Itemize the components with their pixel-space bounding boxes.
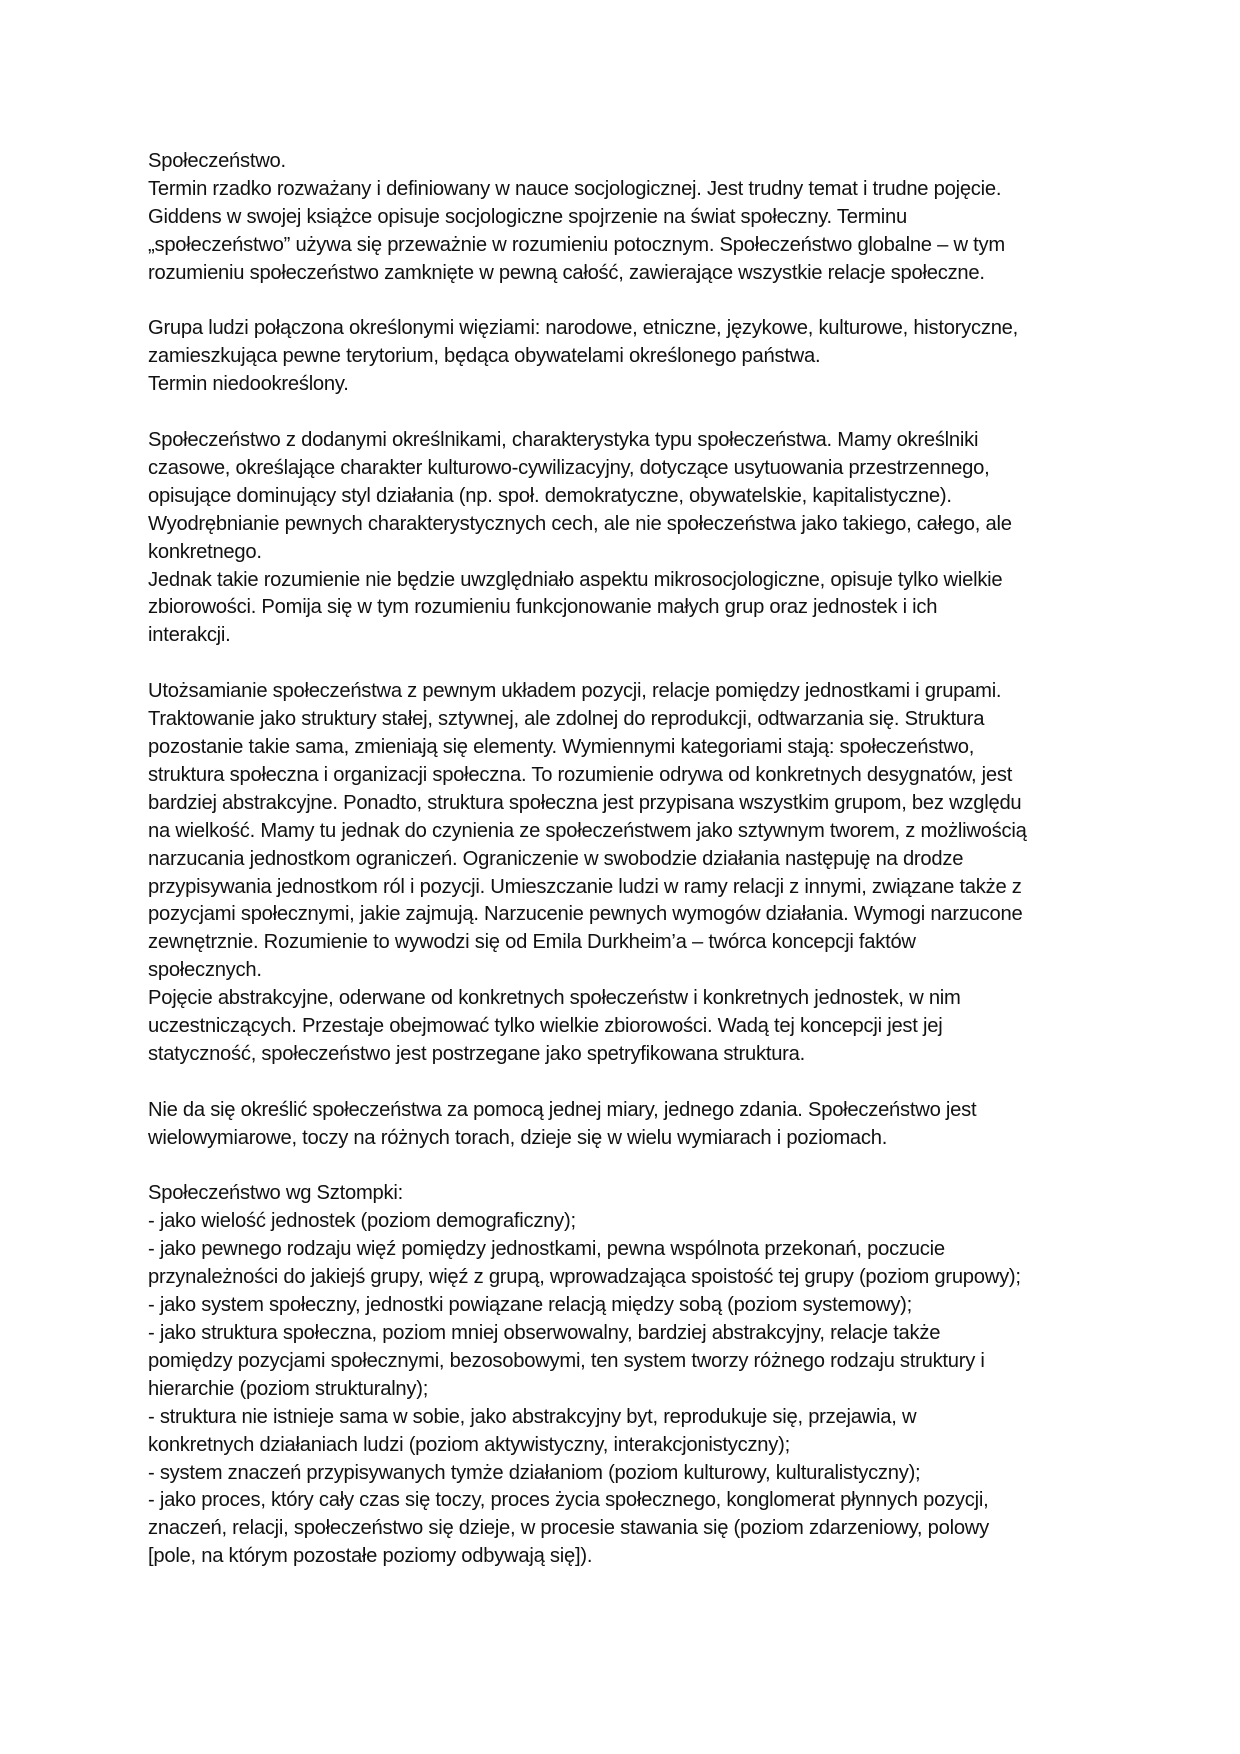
text-line: rozumieniu społeczeństwo zamknięte w pewną całość, zawierające wszystkie relacje społeczne. bbox=[148, 261, 985, 284]
text-line: „społeczeństwo” używa się przeważnie w rozumieniu potocznym. Społeczeństwo globalne – w tym bbox=[148, 233, 1005, 256]
text-line: Wyodrębnianie pewnych charakterystycznych cech, ale nie społeczeństwa jako takiego, całego, ale bbox=[148, 512, 1012, 535]
text-line: Utożsamianie społeczeństwa z pewnym układem pozycji, relacje pomiędzy jednostkami i grupami. bbox=[148, 680, 1002, 703]
text-line: - system znaczeń przypisywanych tymże działaniom (poziom kulturowy, kulturalistyczny); bbox=[148, 1461, 921, 1484]
paragraph bbox=[148, 315, 1098, 399]
text-line: pozostanie takie sama, zmieniają się elementy. Wymiennymi kategoriami stają: społeczeństwo, bbox=[148, 735, 975, 758]
text-line: czasowe, określające charakter kulturowo-cywilizacyjny, dotyczące usytuowania przestrzennego, bbox=[148, 456, 990, 479]
document-body bbox=[148, 148, 1098, 1571]
text-line: zewnętrznie. Rozumienie to wywodzi się od Emila Durkheim’a – twórca koncepcji faktów bbox=[148, 931, 916, 954]
text-line: - jako pewnego rodzaju więź pomiędzy jednostkami, pewna wspólnota przekonań, poczucie bbox=[148, 1238, 945, 1261]
text-line: Traktowanie jako struktury stałej, sztywnej, ale zdolnej do reprodukcji, odtwarzania się. Struktura bbox=[148, 708, 985, 731]
text-line: Społeczeństwo z dodanymi określnikami, charakterystyka typu społeczeństwa. Mamy określniki bbox=[148, 429, 979, 452]
text-line: na wielkość. Mamy tu jednak do czynienia ze społeczeństwem jako sztywnym tworem, z możliwością bbox=[148, 819, 1027, 842]
text-line: Giddens w swojej książce opisuje socjologiczne spojrzenie na świat społeczny. Terminu bbox=[148, 205, 907, 228]
text-line: Termin rzadko rozważany i definiowany w nauce socjologicznej. Jest trudny temat i trudne pojęcie. bbox=[148, 177, 1002, 200]
text-line: Społeczeństwo wg Sztompki: bbox=[148, 1182, 403, 1205]
paragraph bbox=[148, 1097, 1098, 1153]
text-line: wielowymiarowe, toczy na różnych torach, dzieje się w wielu wymiarach i poziomach. bbox=[148, 1126, 888, 1149]
text-line: zbiorowości. Pomija się w tym rozumieniu funkcjonowanie małych grup oraz jednostek i ich bbox=[148, 596, 938, 619]
text-line: - jako wielość jednostek (poziom demograficzny); bbox=[148, 1210, 576, 1233]
paragraph bbox=[148, 148, 1098, 288]
paragraph bbox=[148, 1180, 1098, 1571]
text-line: - jako system społeczny, jednostki powiązane relacją między sobą (poziom systemowy); bbox=[148, 1294, 913, 1317]
text-line: przypisywania jednostkom ról i pozycji. Umieszczanie ludzi w ramy relacji z innymi, związane także z bbox=[148, 875, 1022, 898]
text-line: statyczność, społeczeństwo jest postrzegane jako spetryfikowana struktura. bbox=[148, 1042, 805, 1065]
text-line: bardziej abstrakcyjne. Ponadto, struktura społeczna jest przypisana wszystkim grupom, bez względu bbox=[148, 791, 1022, 814]
text-line: Pojęcie abstrakcyjne, oderwane od konkretnych społeczeństw i konkretnych jednostek, w nim bbox=[148, 987, 961, 1010]
text-line: narzucania jednostkom ograniczeń. Ograniczenie w swobodzie działania następuję na drodze bbox=[148, 847, 964, 870]
text-line: interakcji. bbox=[148, 624, 231, 647]
text-line: znaczeń, relacji, społeczeństwo się dzieje, w procesie stawania się (poziom zdarzeniowy, polowy bbox=[148, 1517, 989, 1540]
text-line: Grupa ludzi połączona określonymi więziami: narodowe, etniczne, językowe, kulturowe, historyczne, bbox=[148, 317, 1019, 340]
text-line: pomiędzy pozycjami społecznymi, bezosobowymi, ten system tworzy różnego rodzaju struktury i bbox=[148, 1349, 985, 1372]
text-line: Społeczeństwo. bbox=[148, 150, 286, 172]
text-line: uczestniczących. Przestaje obejmować tylko wielkie zbiorowości. Wadą tej koncepcji jest jej bbox=[148, 1015, 943, 1038]
text-line: Termin niedookreślony. bbox=[148, 373, 349, 396]
text-line: Nie da się określić społeczeństwa za pomocą jednej miary, jednego zdania. Społeczeństwo jest bbox=[148, 1098, 977, 1121]
text-line: przynależności do jakiejś grupy, więź z grupą, wprowadzająca spoistość tej grupy (poziom grupowy); bbox=[148, 1266, 1021, 1289]
paragraph bbox=[148, 678, 1098, 1069]
text-line: - jako struktura społeczna, poziom mniej obserwowalny, bardziej abstrakcyjny, relacje także bbox=[148, 1321, 941, 1344]
text-line: konkretnych działaniach ludzi (poziom aktywistyczny, interakcjonistyczny); bbox=[148, 1433, 790, 1456]
text-line: opisujące dominujący styl działania (np. społ. demokratyczne, obywatelskie, kapitalistyczne). bbox=[148, 484, 952, 507]
text-line: hierarchie (poziom strukturalny); bbox=[148, 1377, 429, 1400]
text-line: struktura społeczna i organizacji społeczna. To rozumienie odrywa od konkretnych desygnatów, jest bbox=[148, 763, 1013, 786]
text-line: pozycjami społecznymi, jakie zajmują. Narzucenie pewnych wymogów działania. Wymogi narzucone bbox=[148, 903, 1023, 926]
text-line: Jednak takie rozumienie nie będzie uwzględniało aspektu mikrosocjologiczne, opisuje tylko wielkie bbox=[148, 568, 1003, 591]
text-line: [pole, na którym pozostałe poziomy odbywają się]). bbox=[148, 1545, 593, 1568]
text-line: społecznych. bbox=[148, 959, 262, 982]
text-line: konkretnego. bbox=[148, 540, 262, 563]
text-line: - jako proces, który cały czas się toczy, proces życia społecznego, konglomerat płynnych pozycji, bbox=[148, 1489, 989, 1512]
text-line: zamieszkująca pewne terytorium, będąca obywatelami określonego państwa. bbox=[148, 345, 821, 368]
paragraph bbox=[148, 427, 1098, 650]
text-line: - struktura nie istnieje sama w sobie, jako abstrakcyjny byt, reprodukuje się, przejawia, w bbox=[148, 1405, 917, 1428]
